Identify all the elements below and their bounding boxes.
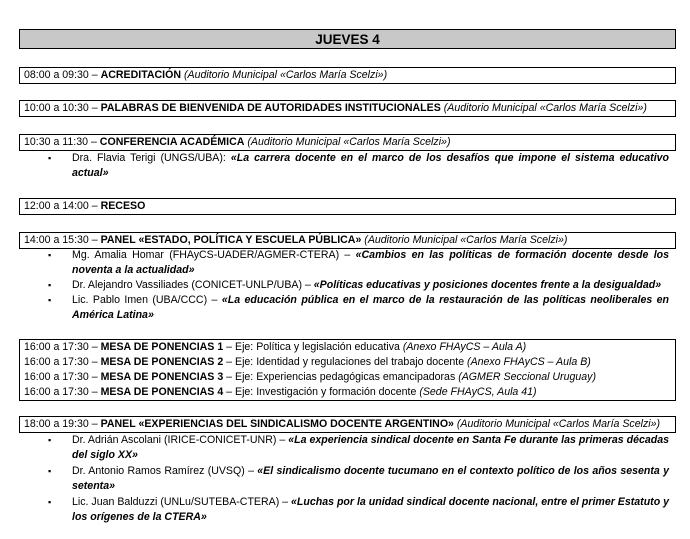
mesa-row	[24, 385, 671, 400]
speaker-name: Mg. Amalia Homar (FHAyCS-UADER/AGMER-CTERA) –	[72, 249, 356, 261]
block-title: PANEL «EXPERIENCIAS DEL SINDICALISMO DOCENTE ARGENTINO»	[100, 418, 454, 430]
block-title: RECESO	[100, 200, 146, 212]
schedule-block-mesas	[19, 339, 676, 401]
speaker-item	[48, 293, 669, 323]
speaker-name: Lic. Pablo Imen (UBA/CCC) –	[72, 294, 222, 306]
time-range: 10:30 a 11:30 –	[24, 136, 100, 148]
mesa-eje: – Eje: Política y legislación educativa	[223, 341, 403, 353]
mesa-row	[24, 370, 671, 385]
mesa-venue: (Anexo FHAyCS – Aula B)	[467, 356, 591, 368]
speaker-item	[48, 278, 669, 293]
schedule-block-receso	[19, 198, 676, 215]
speaker-name: Dr. Alejandro Vassiliades (CONICET-UNLP/UBA) –	[72, 279, 314, 291]
schedule-block-panel-sindicalismo	[19, 416, 676, 433]
time-range: 16:00 a 17:30 –	[24, 341, 101, 353]
speaker-name: Lic. Juan Balduzzi (UNLu/SUTEBA-CTERA) –	[72, 496, 292, 508]
mesa-eje: – Eje: Investigación y formación docente	[223, 386, 420, 398]
mesa-venue: (Sede FHAyCS, Aula 41)	[419, 386, 537, 398]
time-range: 14:00 a 15:30 –	[24, 234, 101, 246]
speaker-item	[48, 495, 669, 525]
speaker-item	[48, 248, 669, 278]
time-range: 12:00 a 14:00 –	[24, 200, 101, 212]
time-range: 16:00 a 17:30 –	[24, 371, 101, 383]
mesa-row	[24, 340, 671, 355]
talk-title: «El sindicalismo docente tucumano en el contexto político de los años sesenta y setenta»	[72, 465, 670, 492]
block-venue: (Auditorio Municipal «Carlos María Scelzi»)	[183, 69, 388, 81]
mesa-eje: – Eje: Identidad y regulaciones del trabajo docente	[223, 356, 468, 368]
bullet-icon: ▪	[48, 466, 52, 476]
block-venue: (Auditorio Municipal «Carlos María Scelzi»)	[364, 234, 568, 246]
speaker-item	[48, 433, 669, 463]
bullet-icon: ▪	[48, 153, 52, 163]
mesa-title: MESA DE PONENCIAS 4	[100, 386, 224, 398]
talk-title: «La carrera docente en el marco de los desafíos que impone el sistema educativo actual»	[72, 152, 670, 179]
schedule-block-conferencia	[19, 134, 676, 151]
bullet-icon: ▪	[48, 280, 52, 290]
schedule-block-acreditacion	[19, 67, 676, 84]
schedule-block-panel-estado	[19, 232, 676, 249]
mesa-title: MESA DE PONENCIAS 3	[100, 371, 224, 383]
talk-title: «La educación pública en el marco de la restauración de las políticas neoliberales en América Latina»	[72, 294, 669, 321]
mesa-title: MESA DE PONENCIAS 1	[100, 341, 224, 353]
speaker-name: Dr. Adrián Ascolani (IRICE-CONICET-UNR) –	[72, 434, 289, 446]
time-range: 16:00 a 17:30 –	[24, 356, 101, 368]
bullet-icon: ▪	[48, 435, 52, 445]
talk-title: «La experiencia sindical docente en Santa Fe durante las primeras décadas del siglo XX»	[72, 434, 670, 461]
block-title: CONFERENCIA ACADÉMICA	[99, 136, 245, 148]
time-range: 18:00 a 19:30 –	[24, 418, 101, 430]
mesa-row	[24, 355, 671, 370]
block-title: ACREDITACIÓN	[100, 69, 182, 81]
block-venue: (Auditorio Municipal «Carlos María Scelzi»)	[247, 136, 451, 148]
bullet-icon: ▪	[48, 497, 52, 507]
block-title: PALABRAS DE BIENVENIDA DE AUTORIDADES INSTITUCIONALES	[100, 102, 441, 114]
block-title: PANEL «ESTADO, POLÍTICA Y ESCUELA PÚBLICA»	[100, 234, 362, 246]
mesa-title: MESA DE PONENCIAS 2	[100, 356, 224, 368]
time-range: 10:00 a 10:30 –	[24, 102, 101, 114]
speaker-name: Dra. Flavia Terigi (UNGS/UBA):	[72, 152, 231, 164]
bullet-icon: ▪	[48, 250, 52, 260]
time-range: 16:00 a 17:30 –	[24, 386, 101, 398]
time-range: 08:00 a 09:30 –	[24, 69, 101, 81]
talk-title: «Luchas por la unidad sindical docente nacional, entre el primer Estatuto y los orígenes de la CTERA»	[72, 496, 669, 523]
speaker-item	[48, 151, 669, 181]
bullet-icon: ▪	[48, 295, 52, 305]
speaker-item	[48, 464, 669, 494]
block-venue: (Auditorio Municipal «Carlos María Scelzi»)	[443, 102, 647, 114]
mesa-venue: (Anexo FHAyCS – Aula A)	[402, 341, 527, 353]
day-header: JUEVES 4	[19, 29, 676, 49]
block-venue: (Auditorio Municipal «Carlos María Scelzi»)	[456, 418, 661, 430]
mesa-venue: (AGMER Seccional Uruguay)	[458, 371, 596, 383]
mesa-eje: – Eje: Experiencias pedagógicas emancipadoras	[223, 371, 459, 383]
talk-title: «Cambios en las políticas de formación docente desde los noventa a la actualidad»	[72, 249, 670, 276]
schedule-block-bienvenida	[19, 100, 676, 117]
speaker-name: Dr. Antonio Ramos Ramírez (UVSQ) –	[72, 465, 258, 477]
talk-title: «Políticas educativas y posiciones docentes frente a la desigualdad»	[313, 279, 662, 291]
